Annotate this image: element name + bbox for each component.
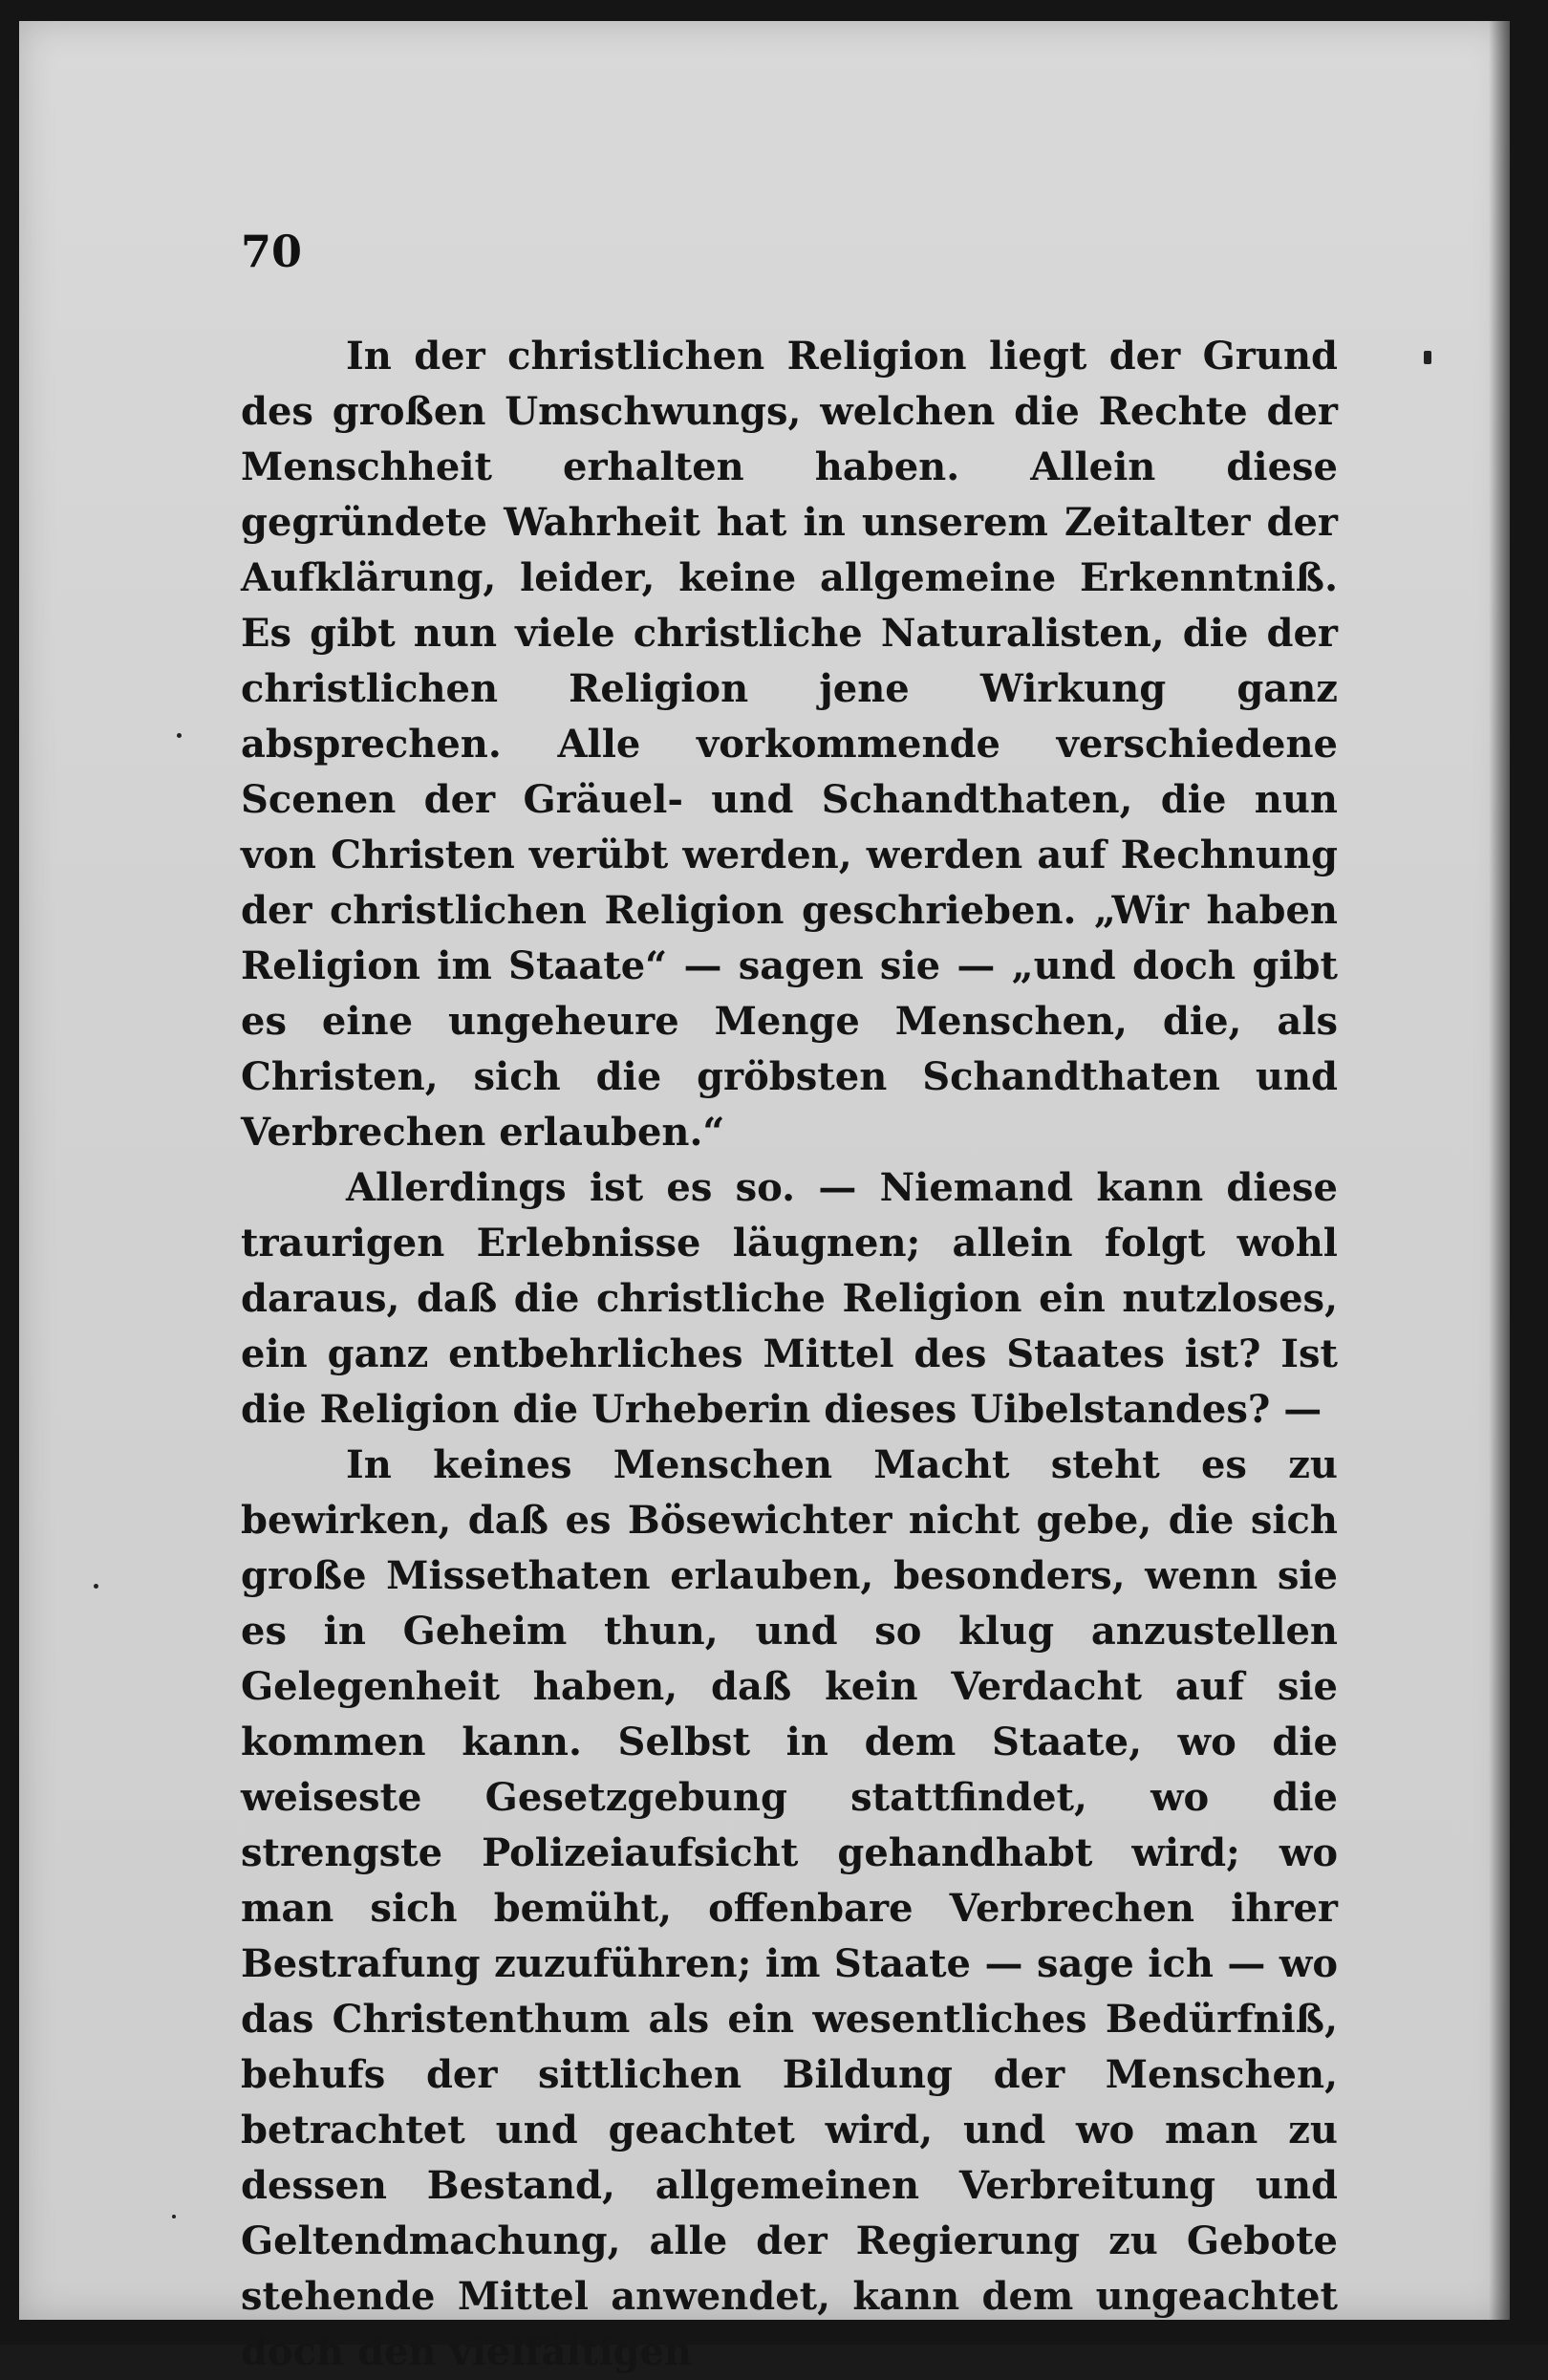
paragraph-1: In der christlichen Religion liegt der Grund des großen Umschwungs, welchen die Rechte der Menschheit erhalten haben. Allein diese gegründete Wahrheit hat in unserem Zeitalter der Aufklärung, leider, keine allgemeine Erkenntniß. Es gibt nun viele christliche Naturalisten, die der christlichen Religion jene Wirkung ganz absprechen. Alle vorkommende verschiedene Scenen der Gräuel- und Schandthaten, die nun von Christen verübt werden, werden auf Rechnung der christlichen Religion geschrieben. „Wir haben Religion im Staate“ — sagen sie — „und doch gibt es eine ungeheure Menge Menschen, die, als Christen, sich die gröbsten Schandthaten und Verbrechen erlauben.“ — [241, 334, 1338, 1155]
scan-speck — [177, 733, 182, 738]
page-number: 70 — [241, 226, 303, 277]
scan-speck — [1424, 351, 1431, 364]
scan-speck — [172, 2215, 176, 2218]
body-text — [241, 329, 1338, 2380]
paragraph-3: In keines Menschen Macht steht es zu bewirken, daß es Bösewichter nicht gebe, die sich große Missethaten erlauben, besonders, wenn sie es in Geheim thun, und so klug anzustellen Gelegenheit haben, daß kein Verdacht auf sie kommen kann. Selbst in dem Staate, wo die weiseste Gesetzgebung stattfindet, wo die strengste Polizeiaufsicht gehandhabt wird; wo man sich bemüht, offenbare Verbrechen ihrer Bestrafung zuzuführen; im Staate — sage ich — wo das Christenthum als ein wesentliches Bedürfniß, behufs der sittlichen Bildung der Menschen, betrachtet und geachtet wird, und wo man zu dessen Bestand, allgemeinen Verbreitung und Geltendmachung, alle der Regierung zu Gebote stehende Mittel anwendet, kann dem ungeachtet doch den vielfältigen — [241, 1442, 1338, 2374]
paragraph-2: Allerdings ist es so. — Niemand kann diese traurigen Erlebnisse läugnen; allein folgt wohl daraus, daß die christliche Religion ein nutzloses, ein ganz entbehrliches Mittel des Staates ist? Ist die Religion die Urheberin dieses Uibelstandes? — — [241, 1165, 1338, 1432]
scan-speck — [94, 1584, 98, 1589]
book-page — [19, 21, 1510, 2374]
page-edge-shadow — [1489, 21, 1510, 2320]
